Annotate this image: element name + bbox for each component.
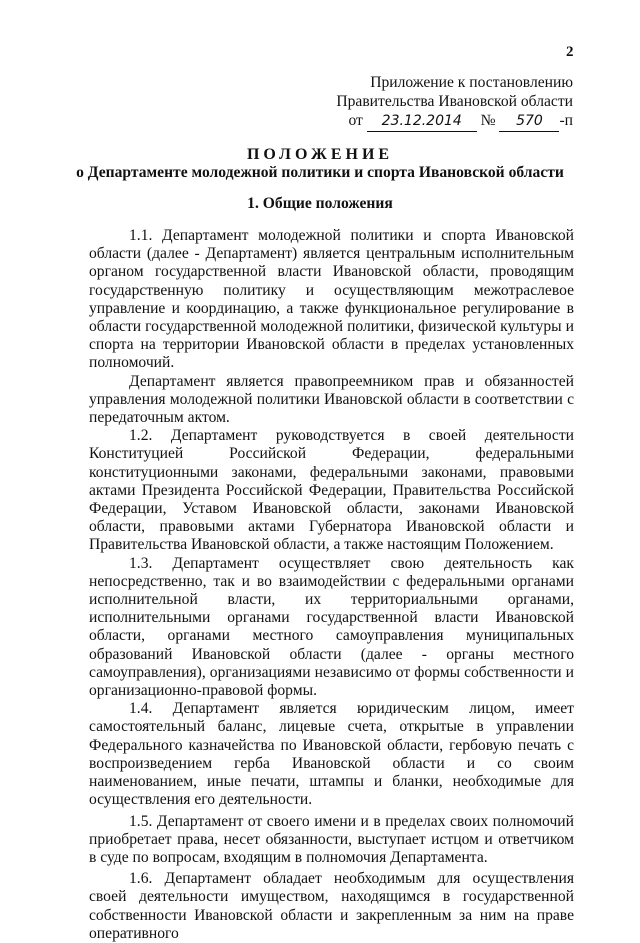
paragraph-1-4: 1.4. Департамент является юридическим лицом, имеет самостоятельный баланс, лицевые счета, открытые в управлении Федерального казначейства по Ивановской области, гербовую печать с воспроизведением герба Ивановской области и со своим наименованием, иные печати, штампы и бланки, необходимые для осуществления его деятельности. — [89, 700, 574, 809]
document-subtitle: о Департаменте молодежной политики и спорта Ивановской области — [76, 164, 564, 181]
approval-line-2: Правительства Ивановской области — [336, 93, 573, 110]
document-body — [89, 227, 574, 943]
approval-line-1: Приложение к постановлению — [370, 74, 573, 91]
approval-block — [273, 73, 573, 132]
section-heading: 1. Общие положения — [247, 195, 393, 212]
page-number: 2 — [566, 44, 574, 60]
from-label: от — [348, 112, 363, 129]
paragraph-1-3: 1.3. Департамент осуществляет свою деятельность как непосредственно, так и во взаимодействии с федеральными органами исполнительной власти, их территориальными органами, исполнительными органами государственной власти Ивановской области, органами местного самоуправления муниципальных образований Ивановской области (далее - органы местного самоуправления), организациями независимо от формы собственности и организационно-правовой формы. — [89, 554, 574, 700]
document-title: ПОЛОЖЕНИЕ — [246, 146, 394, 163]
approval-date: 23.12.2014 — [367, 112, 477, 132]
paragraph-1-2: 1.2. Департамент руководствуется в своей деятельности Конституцией Российской Федерации, федеральными конституционными законами, федеральными законами, правовыми актами Президента Российской Федерации, Правительства Российской Федерации, Уставом Ивановской области, законами Ивановской области, правовыми актами Губернатора Ивановской области и Правительства Ивановской области, а также настоящим Положением. — [89, 427, 574, 554]
approval-line-3 — [273, 111, 573, 132]
number-suffix: -п — [559, 112, 573, 129]
paragraph-successor: Департамент является правопреемником прав и обязанностей управления молодежной политики Ивановской области в соответствии с передаточным актом. — [89, 372, 574, 427]
paragraph-1-6: 1.6. Департамент обладает необходимым для осуществления своей деятельности имуществом, находящимся в государственной собственности Ивановской области и закрепленным за ним на праве оперативного — [89, 870, 574, 942]
approval-number: 570 — [499, 112, 559, 132]
number-label: № — [480, 112, 496, 129]
paragraph-1-1: 1.1. Департамент молодежной политики и спорта Ивановской области (далее - Департамент) является центральным исполнительным органом государственной власти Ивановской области, проводящим государственную политику и осуществляющим межотраслевое управление и координацию, а также функциональное регулирование в области государственной молодежной политики, физической культуры и спорта на территории Ивановской области в пределах установленных полномочий. — [89, 227, 574, 372]
paragraph-1-5: 1.5. Департамент от своего имени и в пределах своих полномочий приобретает права, несет обязанности, выступает истцом и ответчиком в суде по вопросам, входящим в полномочия Департамента. — [89, 812, 574, 866]
